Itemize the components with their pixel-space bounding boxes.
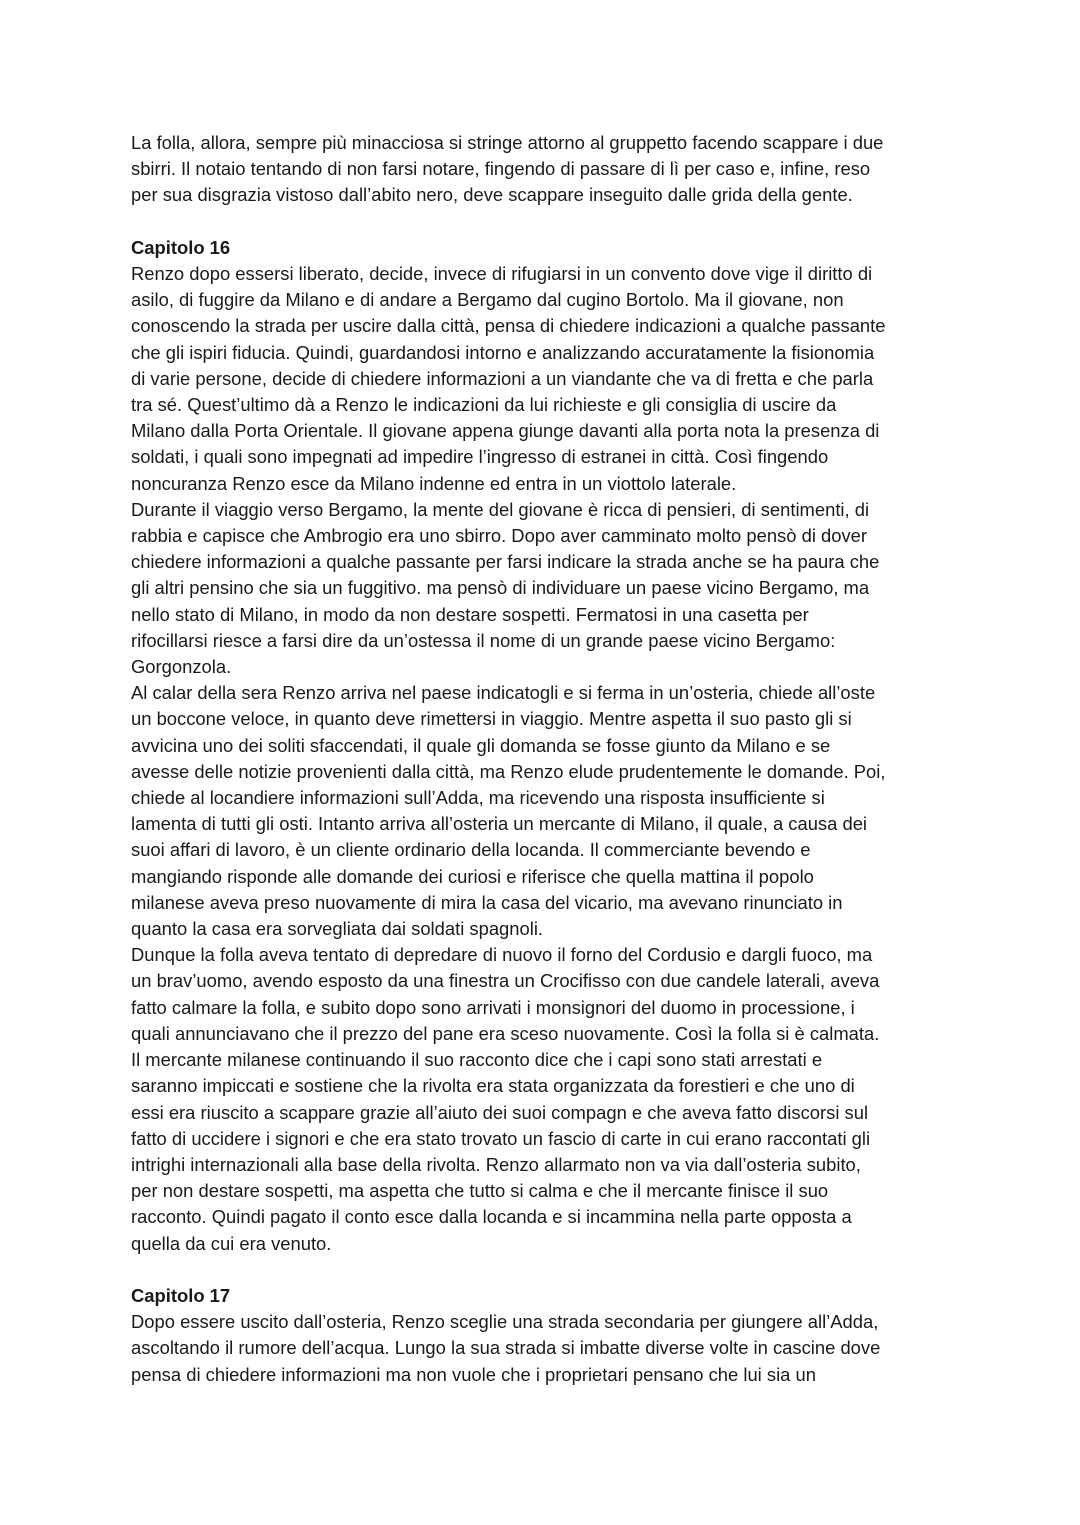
text-line: fatto calmare la folla, e subito dopo sono arrivati i monsignori del duomo in processione, i: [131, 996, 855, 1018]
text-line: Gorgonzola.: [131, 656, 232, 678]
text-line: racconto. Quindi pagato il conto esce dalla locanda e si incammina nella parte opposta a: [131, 1206, 852, 1228]
text-line: quella da cui era venuto.: [131, 1232, 332, 1254]
text-line: nello stato di Milano, in modo da non destare sospetti. Fermatosi in una casetta per: [131, 603, 809, 625]
text-line: per non destare sospetti, ma aspetta che tutto si calma e che il mercante finisce il suo: [131, 1180, 829, 1202]
text-line: Il mercante milanese continuando il suo racconto dice che i capi sono stati arrestati e: [131, 1049, 823, 1071]
paragraph-gap: [131, 209, 961, 235]
text-line: soldati, i quali sono impegnati ad impedire l’ingresso di estranei in città. Così fingendo: [131, 446, 829, 468]
text-line: milanese aveva preso nuovamente di mira la casa del vicario, ma avevano rinunciato in: [131, 891, 843, 913]
text-line: tra sé. Quest’ultimo dà a Renzo le indicazioni da lui richieste e gli consiglia di uscire da: [131, 394, 837, 416]
paragraph-gap: [131, 1257, 961, 1283]
text-line: avvicina uno dei soliti sfaccendati, il quale gli domanda se fosse giunto da Milano e se: [131, 734, 831, 756]
chapter-17-heading: Capitolo 17: [131, 1284, 231, 1306]
text-line: Renzo dopo essersi liberato, decide, invece di rifugiarsi in un convento dove vige il diritto di: [131, 263, 873, 284]
text-line: gli altri pensino che sia un fuggitivo. ma pensò di individuare un paese vicino Bergamo, ma: [131, 577, 870, 599]
text-line: Al calar della sera Renzo arriva nel paese indicatogli e si ferma in un’osteria, chiede all’oste: [131, 682, 876, 704]
text-line: La folla, allora, sempre più minacciosa si stringe attorno al gruppetto facendo scappare i due: [131, 132, 884, 153]
text-line: un boccone veloce, in quanto deve rimettersi in viaggio. Mentre aspetta il suo pasto gli si: [131, 708, 852, 730]
text-line: asilo, di fuggire da Milano e di andare a Bergamo dal cugino Bortolo. Ma il giovane, non: [131, 289, 844, 311]
text-line: Dunque la folla aveva tentato di depredare di nuovo il forno del Cordusio e dargli fuoco, ma: [131, 944, 873, 966]
text-line: per sua disgrazia vistoso dall’abito nero, deve scappare inseguito dalle grida della gente.: [131, 184, 853, 206]
text-line: che gli ispiri fiducia. Quindi, guardandosi intorno e analizzando accuratamente la fisionomia: [131, 341, 875, 363]
document-page: [131, 130, 961, 1388]
text-line: quali annunciavano che il prezzo del pane era sceso nuovamente. Così la folla si è calmata.: [131, 1022, 880, 1044]
text-line: mangiando risponde alle domande dei curiosi e riferisce che quella mattina il popolo: [131, 865, 814, 887]
text-line: suoi affari di lavoro, è un cliente ordinario della locanda. Il commerciante bevendo e: [131, 839, 811, 861]
text-line: sbirri. Il notaio tentando di non farsi notare, fingendo di passare di lì per caso e, infine, reso: [131, 158, 871, 180]
chapter-16-heading: Capitolo 16: [131, 236, 231, 258]
text-line: fatto di uccidere i signori e che era stato trovato un fascio di carte in cui erano raccontati gli: [131, 1127, 871, 1149]
text-line: di varie persone, decide di chiedere informazioni a un viandante che va di fretta e che parla: [131, 367, 874, 389]
text-line: Durante il viaggio verso Bergamo, la mente del giovane è ricca di pensieri, di sentimenti, di: [131, 498, 870, 520]
text-line: ascoltando il rumore dell’acqua. Lungo la sua strada si imbatte diverse volte in cascine dove: [131, 1337, 881, 1359]
text-line: avesse delle notizie provenienti dalla città, ma Renzo elude prudentemente le domande. Poi,: [131, 760, 886, 782]
text-line: noncuranza Renzo esce da Milano indenne ed entra in un viottolo laterale.: [131, 472, 737, 494]
text-line: quanto la casa era sorvegliata dai soldati spagnoli.: [131, 918, 544, 940]
chapter-16-body: [131, 261, 961, 1257]
text-line: essi era riuscito a scappare grazie all’aiuto dei suoi compagn e che aveva fatto discorsi sul: [131, 1101, 869, 1123]
intro-paragraph: [131, 130, 961, 209]
text-line: pensa di chiedere informazioni ma non vuole che i proprietari pensano che lui sia un: [131, 1363, 816, 1385]
chapter-17-body: [131, 1309, 961, 1388]
text-line: chiedere informazioni a qualche passante per farsi indicare la strada anche se ha paura che: [131, 551, 880, 573]
text-line: rifocillarsi riesce a farsi dire da un’ostessa il nome di un grande paese vicino Bergamo:: [131, 629, 836, 651]
text-line: Milano dalla Porta Orientale. Il giovane appena giunge davanti alla porta nota la presenza di: [131, 420, 880, 442]
text-line: saranno impiccati e sostiene che la rivolta era stata organizzata da forestieri e che uno di: [131, 1075, 855, 1097]
text-line: lamenta di tutti gli osti. Intanto arriva all’osteria un mercante di Milano, il quale, a causa dei: [131, 813, 868, 835]
text-line: Dopo essere uscito dall’osteria, Renzo sceglie una strada secondaria per giungere all’Adda,: [131, 1311, 879, 1333]
text-line: un brav’uomo, avendo esposto da una finestra un Crocifisso con due candele laterali, aveva: [131, 970, 880, 992]
text-line: intrighi internazionali alla base della rivolta. Renzo allarmato non va via dall’osteria subito,: [131, 1153, 861, 1175]
text-line: rabbia e capisce che Ambrogio era uno sbirro. Dopo aver camminato molto pensò di dover: [131, 525, 868, 547]
text-line: chiede al locandiere informazioni sull’Adda, ma ricevendo una risposta insufficiente si: [131, 787, 825, 809]
text-line: conoscendo la strada per uscire dalla città, pensa di chiedere indicazioni a qualche passante: [131, 315, 886, 337]
